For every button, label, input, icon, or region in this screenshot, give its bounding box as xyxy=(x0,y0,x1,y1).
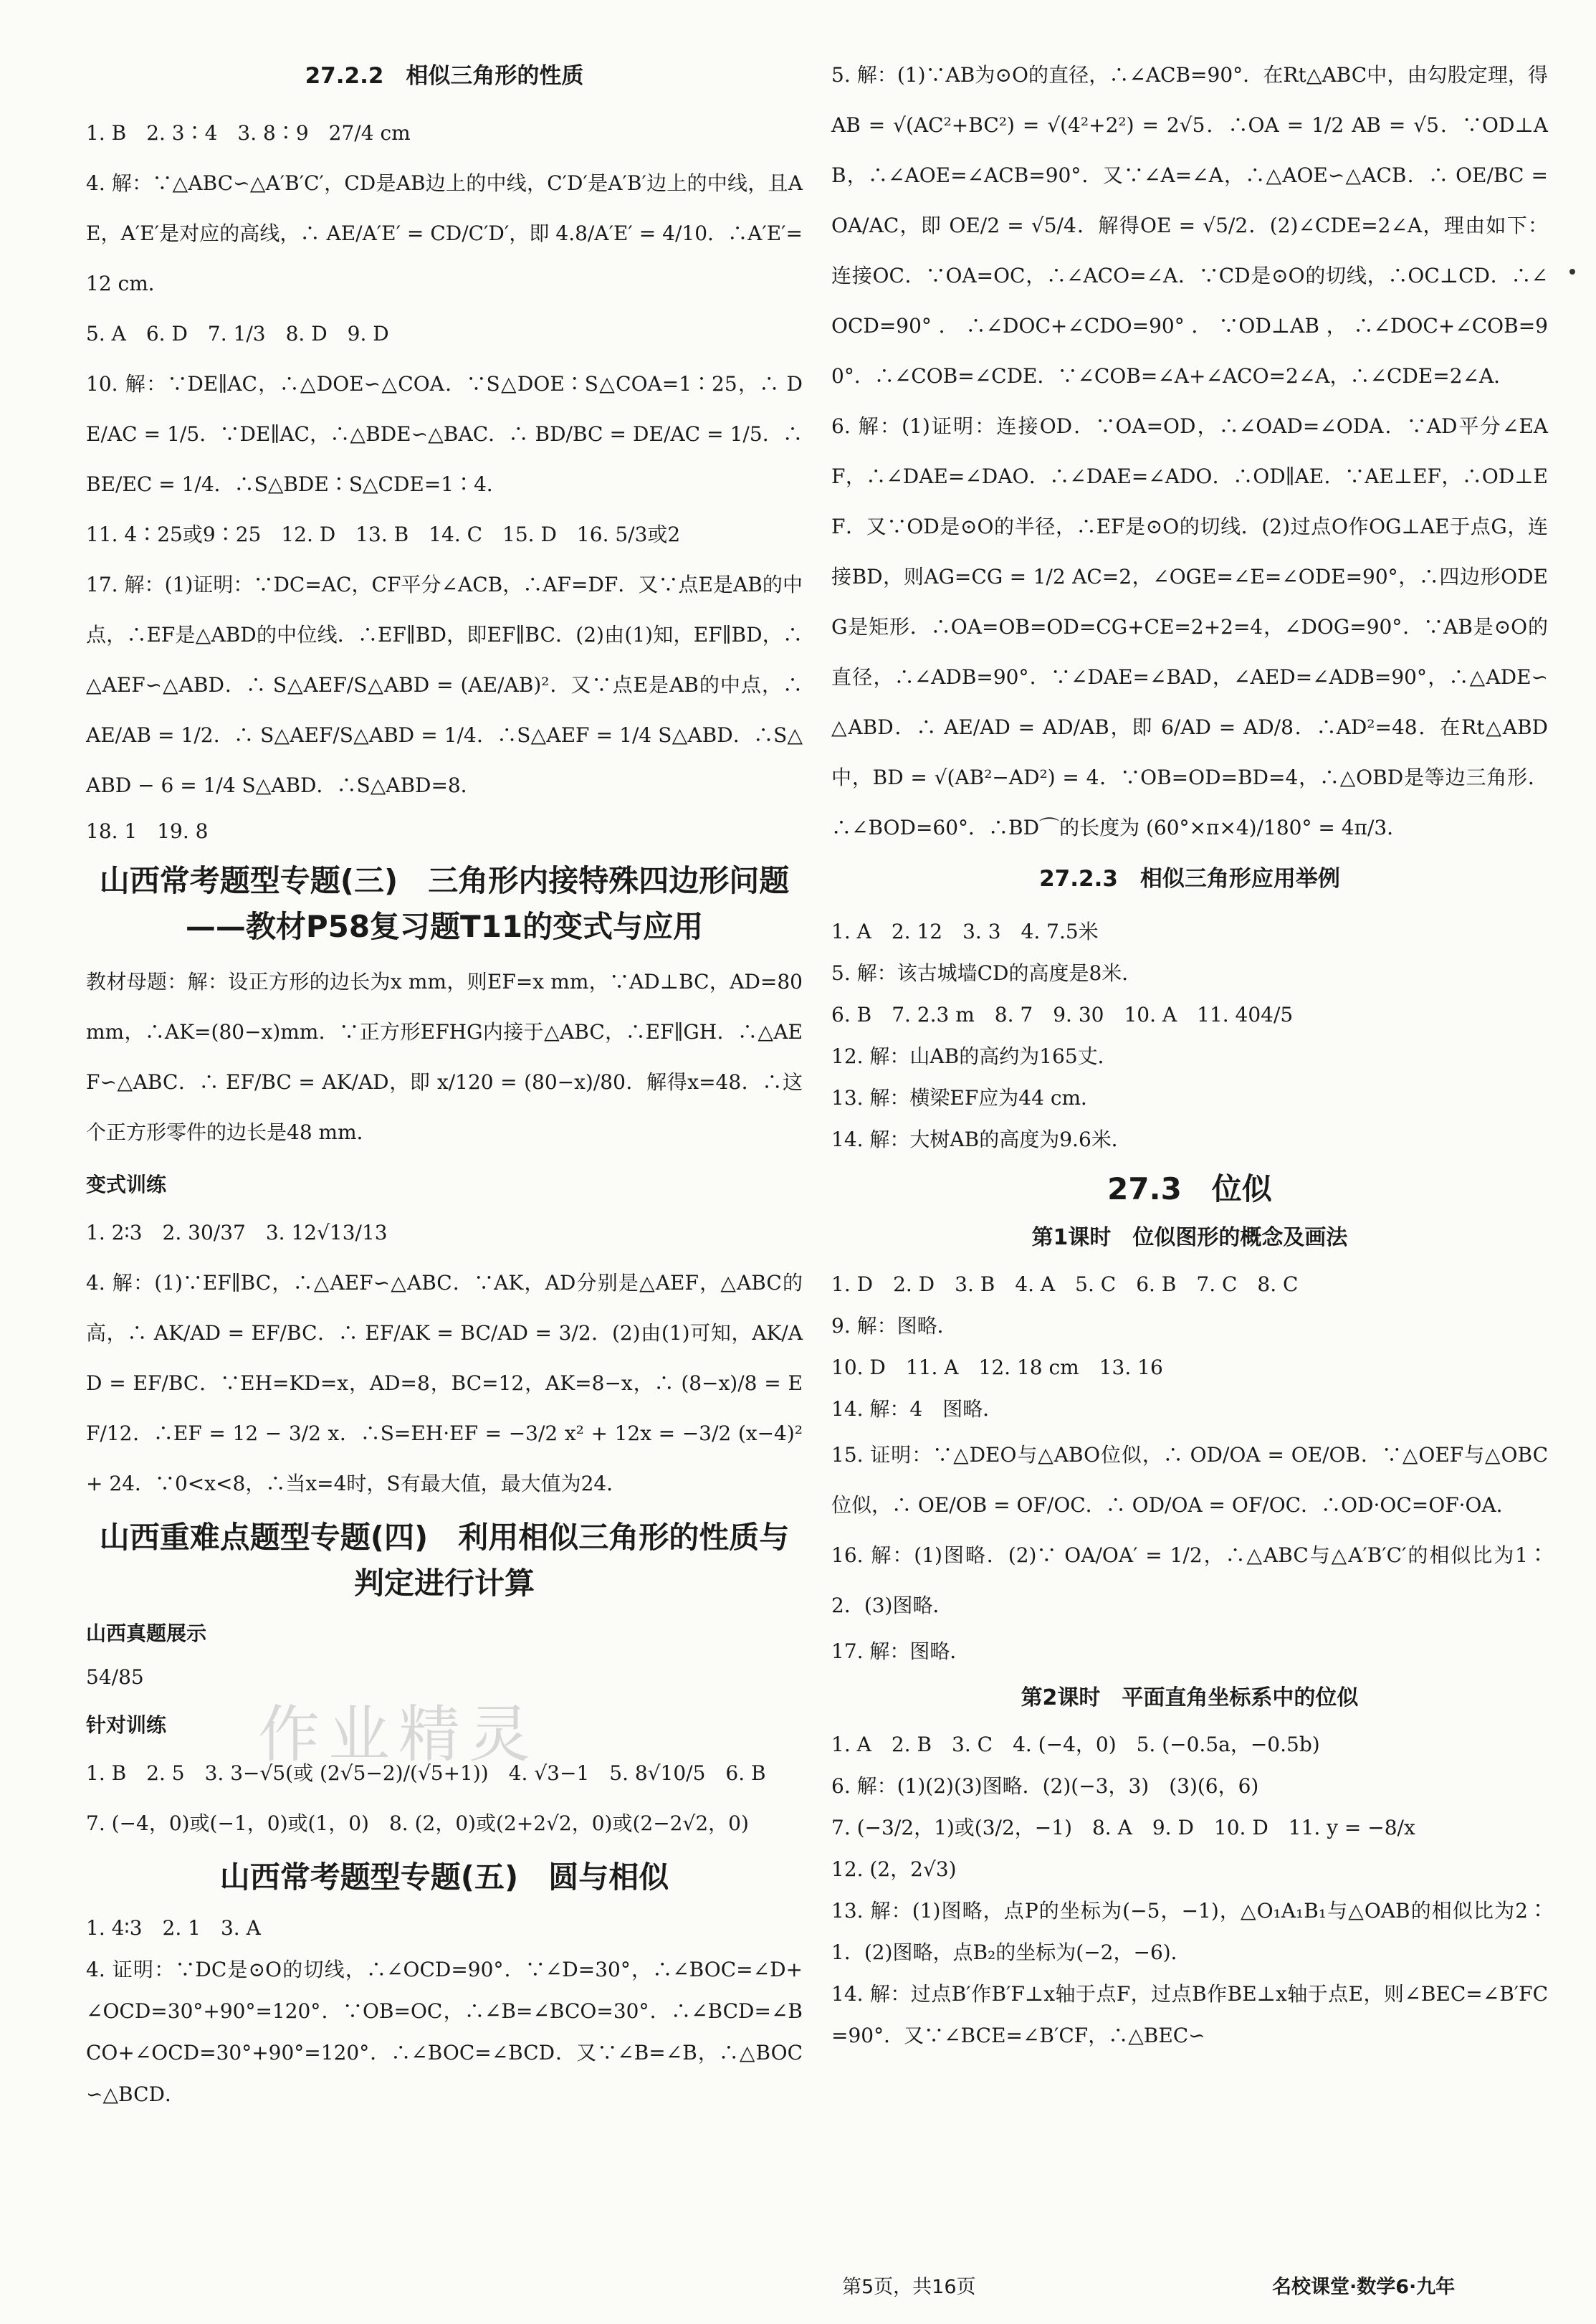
answer-line: 5. 解：该古城墙CD的高度是8米． xyxy=(831,961,1142,985)
answer-line: 4. 解：(1)∵EF∥BC，∴△AEF∽△ABC．∵AK，AD分别是△AEF，△ABC的高，∴ AK/AD = EF/BC．∴ EF/AK = BC/AD = 3/2．(2)由(1)可知，AK/AD = EF/BC．∵EH=KD=x，AD=8，BC=12，AK=8−x，∴ (8−x)/8 = EF/12．∴EF = 12 − 3/2 x．∴S=EH·EF = −3/2 x² + 12x = −3/2 (x−4)² + 24．∵0<x<8，∴当x=4时，S有最大值，最大值为24． xyxy=(86,1271,803,1495)
answer-line: 1. B 2. 3∶4 3. 8∶9 27/4 cm xyxy=(86,121,411,145)
answer-line: 6. 解：(1)证明：连接OD．∵OA=OD，∴∠OAD=∠ODA．∵AD平分∠EAF，∴∠DAE=∠DAO．∴∠DAE=∠ADO．∴OD∥AE．∵AE⊥EF，∴OD⊥EF．又∵OD是⊙O的半径，∴EF是⊙O的切线．(2)过点O作OG⊥AE于点G，连接BD，则AG=CG = 1/2 AC=2，∠OGE=∠E=∠ODE=90°，∴四边形ODEG是矩形．∴OA=OB=OD=CG+CE=2+2=4，∠DOG=90°．∵AB是⊙O的直径，∴∠ADB=90°．∵∠DAE=∠BAD，∠AED=∠ADB=90°，∴△ADE∽△ABD．∴ AE/AD = AD/AB，即 6/AD = AD/8．∴AD²=48．在Rt△ABD中，BD = √(AB²−AD²) = 4．∵OB=OD=BD=4，∴△OBD是等边三角形．∴∠BOD=60°．∴BD⌒的长度为 (60°×π×4)/180° = 4π/3． xyxy=(831,414,1548,839)
answer-line: 4. 解：∵△ABC∽△A′B′C′，CD是AB边上的中线，C′D′是A′B′边上的中线，且AE，A′E′是对应的高线，∴ AE/A′E′ = CD/C′D′，即 4.8/A′E′ = 4/10．∴A′E′=12 cm． xyxy=(86,171,803,295)
section-title-special-4: 山西重难点题型专题(四) 利用相似三角形的性质与判定进行计算 xyxy=(99,1520,790,1601)
subheading-variant-training: 变式训练 xyxy=(86,1173,167,1196)
answer-line: 5. A 6. D 7. 1/3 8. D 9. D xyxy=(86,322,389,346)
subheading-targeted-training: 针对训练 xyxy=(86,1713,167,1737)
answer-line: 1. 2∶3 2. 30/37 3. 12√13/13 xyxy=(86,1221,388,1244)
answer-line: 13. 解：横梁EF应为44 cm． xyxy=(831,1086,1102,1110)
page-footer xyxy=(0,2271,1596,2300)
brand-label: 名校课堂·数学6·九年 xyxy=(1272,2276,1456,2298)
answer-line: 教材母题：解：设正方形的边长为x mm，则EF=x mm，∵AD⊥BC，AD=80 mm，∴AK=(80−x)mm．∵正方形EFHG内接于△ABC，∴EF∥GH．∴△AEF∽△ABC．∴ EF/BC = AK/AD，即 x/120 = (80−x)/80．解得x=48．∴这个正方形零件的边长是48 mm． xyxy=(86,970,803,1144)
section-title-27-2-3: 27.2.3 相似三角形应用举例 xyxy=(1039,866,1340,892)
answer-line: 6. 解：(1)(2)(3)图略．(2)(−3，3) (3)(6，6) xyxy=(831,1774,1259,1798)
answer-line: 10. 解：∵DE∥AC，∴△DOE∽△COA．∵S△DOE∶S△COA=1∶25，∴ DE/AC = 1/5．∵DE∥AC，∴△BDE∽△BAC．∴ BD/BC = DE/AC = 1/5．∴ BE/EC = 1/4．∴S△BDE∶S△CDE=1∶4． xyxy=(86,372,803,496)
subheading-real-exam: 山西真题展示 xyxy=(86,1621,207,1645)
margin-dot xyxy=(1569,269,1575,275)
answer-line: 7. (−3/2，1)或(3/2，−1) 8. A 9. D 10. D 11. y = −8/x xyxy=(831,1816,1415,1839)
answer-line: 12. 解：山AB的高约为165丈． xyxy=(831,1044,1118,1068)
answer-line: 13. 解：(1)图略，点P的坐标为(−5，−1)，△O₁A₁B₁与△OAB的相似比为2∶1．(2)图略，点B₂的坐标为(−2，−6)． xyxy=(831,1899,1548,1964)
answer-line: 17. 解：图略． xyxy=(831,1639,970,1663)
answer-line: 4. 证明：∵DC是⊙O的切线，∴∠OCD=90°．∵∠D=30°，∴∠BOC=∠D+∠OCD=30°+90°=120°．∵OB=OC，∴∠B=∠BCO=30°．∴∠BCD=∠BCO+∠OCD=30°+90°=120°．∴∠BOC=∠BCD．又∵∠B=∠B，∴△BOC∽△BCD． xyxy=(86,1958,803,2106)
answer-line: 18. 1 19. 8 xyxy=(86,819,209,843)
answer-line: 9. 解：图略． xyxy=(831,1314,957,1338)
page-number: 第5页，共16页 xyxy=(842,2276,976,2298)
right-column xyxy=(831,50,1548,2057)
lesson-title-2: 第2课时 平面直角坐标系中的位似 xyxy=(1021,1685,1359,1710)
answer-line: 11. 4∶25或9∶25 12. D 13. B 14. C 15. D 16. 5/3或2 xyxy=(86,523,681,546)
answer-line: 1. A 2. B 3. C 4. (−4，0) 5. (−0.5a，−0.5b) xyxy=(831,1733,1320,1756)
answer-line: 10. D 11. A 12. 18 cm 13. 16 xyxy=(831,1356,1163,1379)
answer-line: 1. 4∶3 2. 1 3. A xyxy=(86,1916,261,1940)
section-title-special-3: 山西常考题型专题(三) 三角形内接特殊四边形问题 ——教材P58复习题T11的变式与应用 xyxy=(99,863,790,944)
section-title-27-3: 27.3 位似 xyxy=(1107,1171,1272,1206)
answer-line: 7. (−4，0)或(−1，0)或(1，0) 8. (2，0)或(2+2√2，0)或(2−2√2，0) xyxy=(86,1811,749,1835)
answer-line: 12. (2，2√3) xyxy=(831,1857,957,1881)
answer-line: 15. 证明：∵△DEO与△ABO位似，∴ OD/OA = OE/OB．∵△OEF与△OBC位似，∴ OE/OB = OF/OC．∴ OD/OA = OF/OC．∴OD·OC=OF·OA． xyxy=(831,1443,1548,1517)
answer-line: 6. B 7. 2.3 m 8. 7 9. 30 10. A 11. 404/5 xyxy=(831,1003,1294,1027)
section-title-27-2-2: 27.2.2 相似三角形的性质 xyxy=(305,63,584,89)
answer-line: 14. 解：4 图略． xyxy=(831,1397,1003,1421)
watermark: 作业精灵 xyxy=(258,1699,539,1771)
answer-line: 14. 解：大树AB的高度为9.6米． xyxy=(831,1128,1132,1151)
answer-line: 1. A 2. 12 3. 3 4. 7.5米 xyxy=(831,920,1099,943)
answer-line: 1. B 2. 5 3. 3−√5(或 (2√5−2)/(√5+1)) 4. √3−1 5. 8√10/5 6. B xyxy=(86,1761,766,1785)
lesson-title-1: 第1课时 位似图形的概念及画法 xyxy=(1031,1225,1348,1250)
answer-line: 14. 解：过点B′作B′F⊥x轴于点F，过点B作BE⊥x轴于点E，则∠BEC=∠B′FC=90°．又∵∠BCE=∠B′CF，∴△BEC∽ xyxy=(831,1982,1548,2047)
answer-line: 54/85 xyxy=(86,1665,144,1689)
section-title-special-5: 山西常考题型专题(五) 圆与相似 xyxy=(219,1859,669,1895)
left-column xyxy=(86,50,803,2115)
answer-line: 5. 解：(1)∵AB为⊙O的直径，∴∠ACB=90°．在Rt△ABC中，由勾股定理，得AB = √(AC²+BC²) = √(4²+2²) = 2√5．∴OA = 1/2 AB = √5．∵OD⊥AB，∴∠AOE=∠ACB=90°．又∵∠A=∠A，∴△AOE∽△ACB．∴ OE/BC = OA/AC，即 OE/2 = √5/4．解得OE = √5/2．(2)∠CDE=2∠A，理由如下：连接OC．∵OA=OC，∴∠ACO=∠A．∵CD是⊙O的切线，∴OC⊥CD．∴∠OCD=90°．∴∠DOC+∠CDO=90°．∵OD⊥AB，∴∠DOC+∠COB=90°．∴∠COB=∠CDE．∵∠COB=∠A+∠ACO=2∠A，∴∠CDE=2∠A． xyxy=(831,63,1548,388)
answer-line: 16. 解：(1)图略．(2)∵ OA/OA′ = 1/2，∴△ABC与△A′B′C′的相似比为1∶2．(3)图略． xyxy=(831,1543,1548,1617)
answer-line: 17. 解：(1)证明：∵DC=AC，CF平分∠ACB，∴AF=DF．又∵点E是AB的中点，∴EF是△ABD的中位线．∴EF∥BD，即EF∥BC．(2)由(1)知，EF∥BD，∴△AEF∽△ABD．∴ S△AEF/S△ABD = (AE/AB)²．又∵点E是AB的中点，∴ AE/AB = 1/2．∴ S△AEF/S△ABD = 1/4．∴S△AEF = 1/4 S△ABD．∴S△ABD − 6 = 1/4 S△ABD．∴S△ABD=8． xyxy=(86,573,803,797)
answer-line: 1. D 2. D 3. B 4. A 5. C 6. B 7. C 8. C xyxy=(831,1272,1299,1296)
